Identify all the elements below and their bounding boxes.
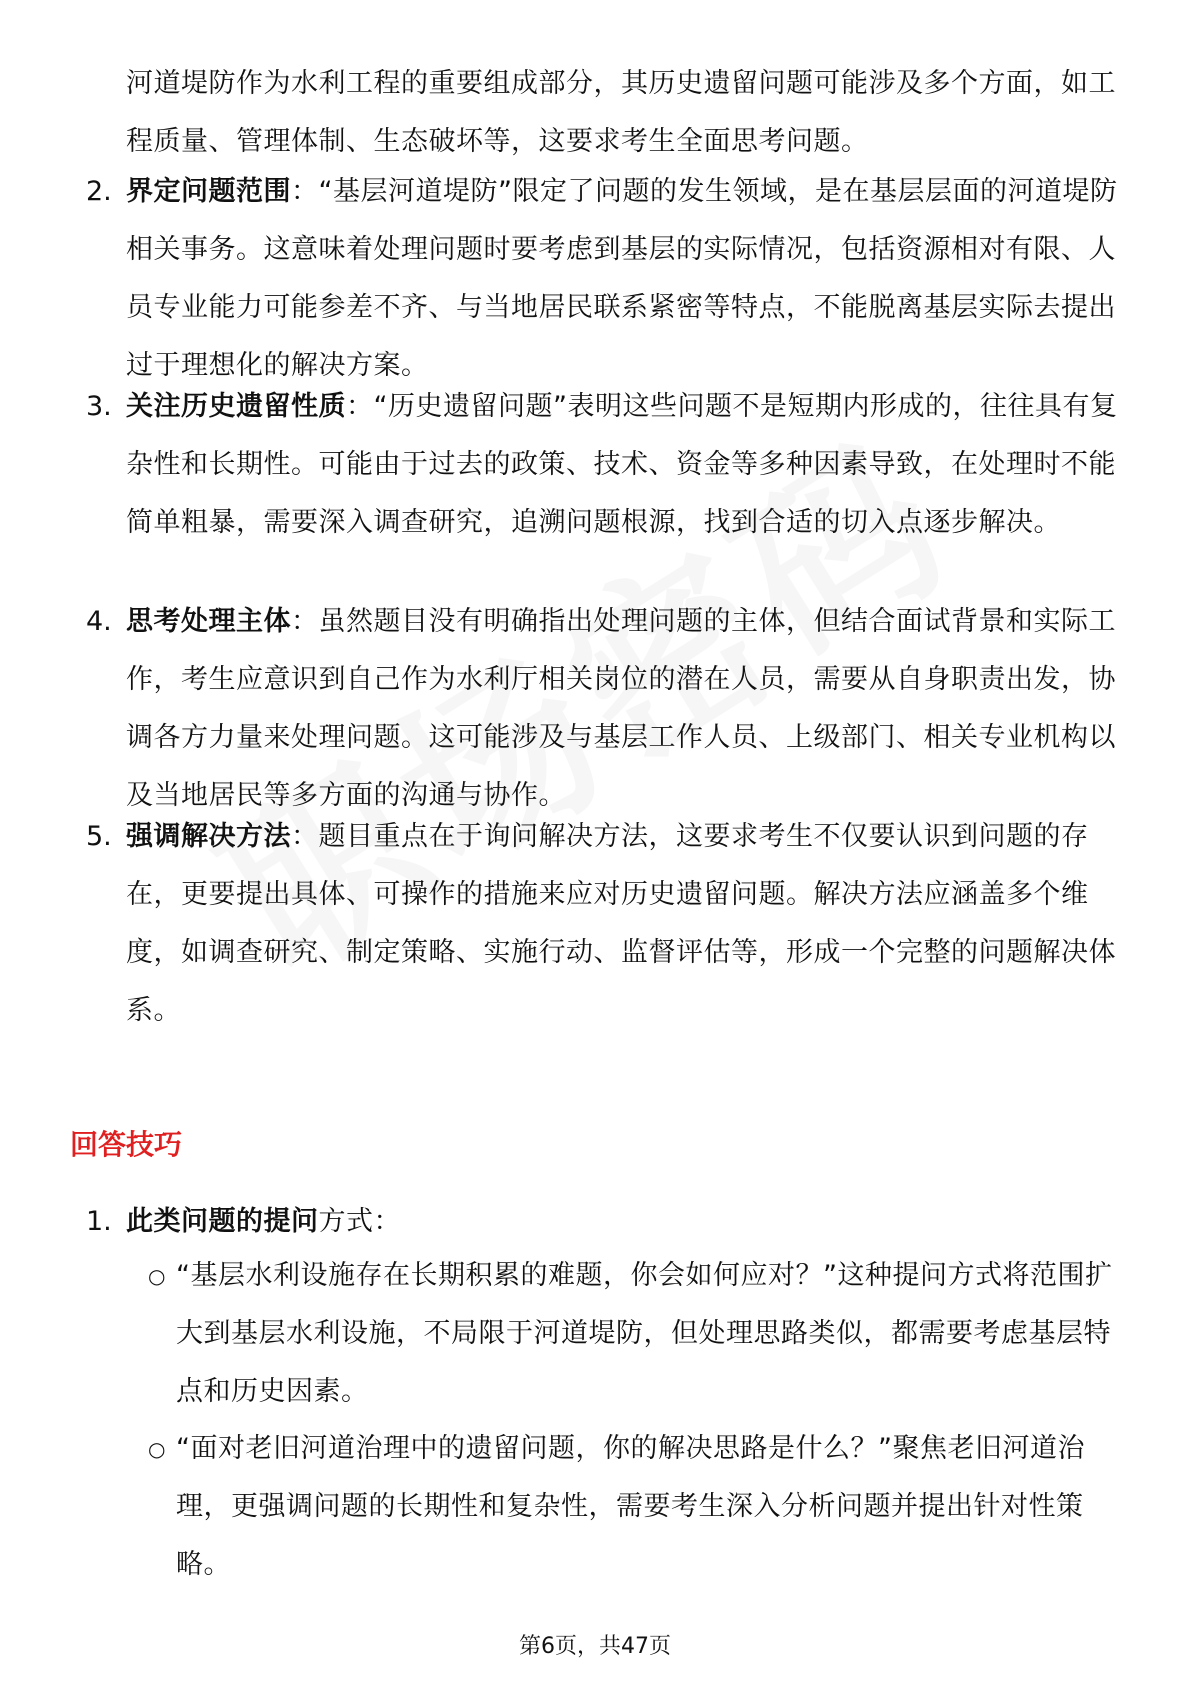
item-text: ：题目重点在于询问解决方法，这要求考生不仅要认识到问题的存在，更要提出具体、可操作的措施来应对历史遗留问题。解决方法应涵盖多个维度，如调查研究、制定策略、实施行动、监督评估等，形成一个完整的问题解决体系。	[126, 821, 1116, 1026]
intro-paragraph: 河道堤防作为水利工程的重要组成部分，其历史遗留问题可能涉及多个方面，如工程质量、管理体制、生态破坏等，这要求考生全面思考问题。	[126, 68, 1116, 157]
item-body	[126, 163, 1121, 395]
item-number: 1.	[86, 1206, 112, 1237]
section-heading: 回答技巧	[70, 1128, 183, 1161]
item-text: ：“历史遗留问题”表明这些问题不是短期内形成的，往往具有复杂性和长期性。可能由于过去的政策、技术、资金等多种因素导致，在处理时不能简单粗暴，需要深入调查研究，追溯问题根源，找到合适的切入点逐步解决。	[126, 391, 1118, 538]
bullet-marker: ○	[148, 1264, 166, 1288]
item-text: ：“基层河道堤防”限定了问题的发生领域，是在基层层面的河道堤防相关事务。这意味着处理问题时要考虑到基层的实际情况，包括资源相对有限、人员专业能力可能参差不齐、与当地居民联系紧密等特点，不能脱离基层实际去提出过于理想化的解决方案。	[126, 176, 1118, 381]
item-number: 4.	[86, 606, 112, 637]
item-body	[126, 378, 1121, 552]
bullet-text: “基层水利设施存在长期积累的难题，你会如何应对？”这种提问方式将范围扩大到基层水利设施，不局限于河道堤防，但处理思路类似，都需要考虑基层特点和历史因素。	[176, 1260, 1113, 1407]
item-text: 方式：	[318, 1206, 401, 1237]
item-body	[126, 808, 1121, 1040]
item-term: 思考处理主体	[126, 606, 291, 637]
item-term: 界定问题范围	[126, 176, 291, 207]
bullet-text: “面对老旧河道治理中的遗留问题，你的解决思路是什么？”聚焦老旧河道治理，更强调问题的长期性和复杂性，需要考生深入分析问题并提出针对性策略。	[176, 1433, 1085, 1580]
item-number: 2.	[86, 176, 112, 207]
item-term: 强调解决方法	[126, 821, 291, 852]
bullet-marker: ○	[148, 1437, 166, 1461]
item-number: 3.	[86, 391, 112, 422]
item-body	[126, 1193, 1121, 1251]
item-term: 此类问题的提问	[126, 1206, 319, 1237]
item-number: 5.	[86, 821, 112, 852]
item-text: ：虽然题目没有明确指出处理问题的主体，但结合面试背景和实际工作，考生应意识到自己作为水利厅相关岗位的潜在人员，需要从自身职责出发，协调各方力量来处理问题。这可能涉及与基层工作人员、上级部门、相关专业机构以及当地居民等多方面的沟通与协作。	[126, 606, 1116, 811]
page-footer: 第6页，共47页	[519, 1634, 671, 1659]
item-body	[126, 593, 1121, 825]
item-term: 关注历史遗留性质	[126, 391, 346, 422]
